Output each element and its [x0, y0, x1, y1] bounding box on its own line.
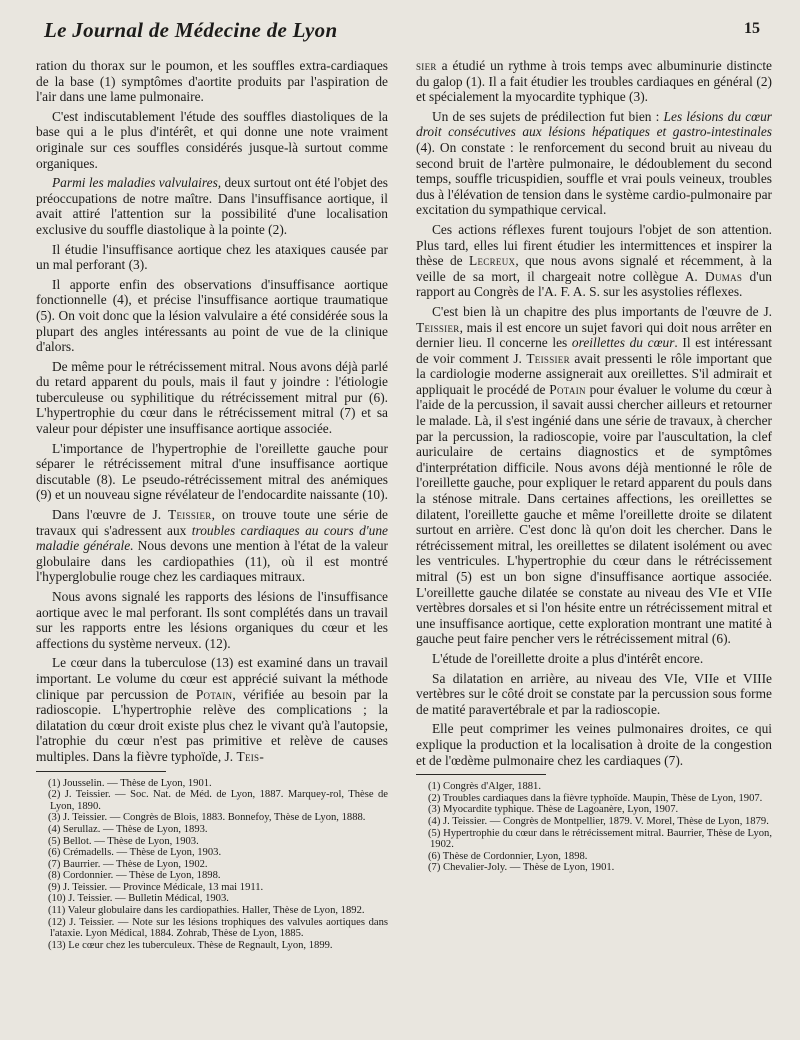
paragraph: C'est indiscutablement l'étude des souffles diastoliques de la base qui a le plus d'intérêt, et qui donne une note vraiment originale sur ces souffles considérés jusque-là surtout comme organiques. [36, 108, 388, 171]
author-name: Teissier [416, 319, 460, 335]
text-run: C'est bien là un chapitre des plus importants de l'œuvre de J. [432, 303, 772, 319]
author-name: Dumas [705, 268, 743, 284]
footnotes [416, 781, 772, 874]
page-number: 15 [744, 20, 760, 37]
footnote: (7) Chevalier-Joly. — Thèse de Lyon, 1901. [428, 862, 615, 874]
text-run: Le cœur dans la tuberculose (13) est examiné dans un travail important. Le volume du cœur est apprécié suivant la méthode clinique par percussion de [36, 655, 388, 702]
paragraph: Elle peut comprimer les veines pulmonaires droites, ce qui explique la production et la localisation à droite de la congestion et de l'œdème pulmonaire chez les cardiaques (7). [416, 721, 772, 768]
footnote: (13) Le cœur chez les tuberculeux. Thèse de Regnault, Lyon, 1899. [48, 939, 333, 951]
author-name: Teissier [167, 507, 212, 523]
footnote: (9) J. Teissier. — Province Médicale, 13 mai 1911. [48, 881, 264, 893]
paragraph [416, 304, 772, 647]
footnote: (1) Congrès d'Alger, 1881. [428, 781, 541, 793]
journal-title: Le Journal de Médecine de Lyon [44, 18, 338, 42]
paragraph [36, 655, 388, 764]
paragraph [416, 222, 772, 300]
author-name: Teis- [236, 748, 265, 764]
paragraph: Il apporte enfin des observations d'insuffisance aortique fonctionnelle (4), et précise l'insuffisance aortique traumatique (5). On voit donc que la lésion valvulaire a été considérée sous la plupart des angles intéressants au point de vue de la clinique d'alors. [36, 276, 388, 355]
text-run: , vérifiée au besoin par la radioscopie. L'hypertrophie relève des complications ; la dilatation du cœur droit existe plus chez le vivant qu'à l'autopsie, l'atrophie du cœur n'est pas primitive et relève de causes multiples. Dans la fièvre typhoïde, J. [36, 686, 388, 764]
footnote: (11) Valeur globulaire dans les cardiopathies. Haller, Thèse de Lyon, 1892. [48, 905, 365, 917]
footnote: (4) J. Teissier. — Congrès de Montpellier, 1879. V. Morel, Thèse de Lyon, 1879. [428, 815, 769, 827]
footnote: (1) Jousselin. — Thèse de Lyon, 1901. [48, 777, 212, 789]
footnote: (6) Thèse de Cordonnier, Lyon, 1898. [428, 850, 588, 862]
text-run: , on trouve toute une série de travaux qui s'adressent aux [36, 507, 388, 538]
paragraph [416, 109, 772, 218]
paragraph: Sa dilatation en arrière, au niveau des VIe, VIIe et VIIIe vertèbres sur le côté droit se constate par la percussion sous forme de matité paravertébrale et par la radioscopie. [416, 670, 772, 717]
author-name: Potain [549, 381, 586, 397]
text-run: a étudié un rythme à trois temps avec albuminurie distincte du galop (1). Il a fait étudier les troubles cardiaques en général (2) et spécialement la myocardite typhique (3). [416, 58, 772, 105]
right-column [416, 58, 772, 874]
paragraph [36, 175, 388, 237]
footnote: (10) J. Teissier. — Bulletin Médical, 1903. [48, 893, 229, 905]
italic-phrase: troubles cardiaques au cours d'une maladie générale. [36, 522, 388, 554]
italic-phrase: oreillettes du cœur [571, 335, 675, 351]
text-run: Dans l'œuvre de J. [52, 507, 162, 523]
author-name: sier [416, 58, 437, 73]
footnote: (7) Baurrier. — Thèse de Lyon, 1902. [48, 858, 208, 870]
paragraph [416, 58, 772, 105]
text-run: . Il est intéressant de voir comment J. [416, 335, 772, 366]
paragraph: ration du thorax sur le poumon, et les souffles extra-cardiaques de la base (1) symptômes d'aortite produits par l'aspiration de l'air dans une lame pulmonaire. [36, 58, 388, 105]
text-run: Ces actions réflexes furent toujours l'objet de son attention. Plus tard, elles lui firent étudier les intermittences et inspirer la thèse de [416, 221, 772, 269]
author-name: Lecreux [469, 253, 516, 269]
left-column [36, 58, 388, 951]
footnote: (4) Serullaz. — Thèse de Lyon, 1893. [48, 823, 208, 835]
footnote-divider [416, 774, 546, 775]
footnote: (3) J. Teissier. — Congrès de Blois, 1883. Bonnefoy, Thèse de Lyon, 1888. [48, 812, 366, 824]
footnote: (3) Myocardite typhique. Thèse de Lagoanère, Lyon, 1907. [428, 804, 679, 816]
footnotes [36, 778, 388, 952]
footnote: (2) J. Teissier. — Soc. Nat. de Méd. de Lyon, 1887. Marquey-rol, Thèse de Lyon, 1890. [48, 789, 388, 812]
paragraph: L'étude de l'oreillette droite a plus d'intérêt encore. [432, 650, 704, 666]
text-run: Un de ses sujets de prédilection fut bien : [432, 108, 660, 124]
footnote: (8) Cordonnier. — Thèse de Lyon, 1898. [48, 870, 221, 882]
page-header [36, 14, 770, 50]
paragraph: L'importance de l'hypertrophie de l'oreillette gauche pour séparer le rétrécissement mitral d'une insuffisance aortique discutable (8). Le pseudo-rétrécissement mitral des anémiques (9) et un nouveau signe révélateur de l'endocardite naissante (10). [36, 440, 388, 503]
italic-phrase: Parmi les maladies valvulaires, [52, 175, 222, 191]
author-name: Teissier [526, 350, 570, 366]
text-run: (4). On constate : le renforcement du second bruit au niveau du second bruit de l'artère pulmonaire, le dédoublement du second temps, souffle tricuspidien, souffle et vrai pouls veineux, troubles dus à l'élévation de tension dans le système cardio-pulmonaire par excitation du sympathique cervical. [416, 139, 772, 218]
text-run: pour évaluer le volume du cœur à l'aide de la percussion, il savait aussi chercher ailleurs et retourner le malade. Là, il s'est ingénié dans une série de travaux, à chercher par la percussion, la radioscopie, voire par l'auscultation, la clef auriculaire de certains diagnostics et de symptômes d'interprétation difficile. Nous avons déjà mentionné le rôle de l'oreillette gauche, pour expliquer le retard apparent du pouls dans la sténose mitrale. Dans certaines affections, les oreillettes se dilatent, l'oreillette gauche et même l'oreillette droite se dilatent surtout en arrière. C'est donc là qu'on doit les chercher. Dans le rétrécissement mitral, les oreillettes se dilatent isolément ou avec les ventricules. L'hypertrophie du cœur dans le rétrécissement mitral (5) est un bon signe d'insuffisance aortique associée. L'oreillette gauche dilatée se constate au niveau des VIe et VIIe vertèbres dorsales et si l'on hésite entre un rétrécissement mitral et une insuffisance aortique, cette exploration montrant une matité à gauche peut faire pencher vers le rétrécissement mitral (6). [416, 381, 772, 647]
paragraph: De même pour le rétrécissement mitral. Nous avons déjà parlé du retard apparent du pouls, mais il faut y joindre : l'étiologie tuberculeuse ou syphilitique du rétrécissement mitral pur (6). L'hypertrophie du cœur dans le rétrécissement mitral (7) et sa valeur pour dépister une insuffisance aortique associée. [36, 358, 388, 437]
paragraph-text: deux surtout ont été l'objet des préoccupations de notre maître. Dans l'insuffisance aortique, il avait attiré l'attention sur la possibilité d'une localisation exclusive du souffle diastolique à la pointe (2). [36, 175, 388, 237]
author-name: Potain [195, 686, 233, 702]
footnote: (2) Troubles cardiaques dans la fièvre typhoïde. Maupin, Thèse de Lyon, 1907. [428, 792, 763, 804]
footnote: (5) Hypertrophie du cœur dans le rétrécissement mitral. Baurrier, Thèse de Lyon, 1902. [428, 827, 772, 851]
paragraph: Nous avons signalé les rapports des lésions de l'insuffisance aortique avec le mal perforant. Ils sont complétés dans un travail sur les rapports entre les lésions organiques du cœur et les affections du système nerveux. (12). [36, 589, 388, 651]
italic-phrase: Les lésions du cœur droit consécutives aux lésions hépatiques et gastro-intestinales [416, 108, 772, 140]
footnote: (12) J. Teissier. — Note sur les lésions trophiques des valvules aortiques dans l'ataxie. Lyon Médical, 1884. Zohrab, Thèse de Lyon, 1885. [48, 916, 388, 940]
footnote: (6) Crémadells. — Thèse de Lyon, 1903. [48, 847, 222, 859]
paragraph [36, 507, 388, 585]
text-run: Nous devons une mention à l'état de la valeur globulaire dans les cardiopathies (11), où il est montré l'hyperglobulie rouge chez les cardiaques mitraux. [36, 538, 389, 585]
text-run: , que nous avons signalé et récemment, à la veille de sa mort, il chargeait notre collègue A. [416, 253, 773, 284]
text-run: avait pressenti le rôle important que la cardiologie moderne assignerait aux oreillettes. S'il admirait et appliquait le procédé de [416, 350, 772, 397]
text-run: d'un rapport au Congrès de l'A. F. A. S. sur les asystolies réflexes. [416, 268, 772, 300]
text-run: , mais il est encore un sujet favori qui doit nous arrêter en dernier lieu. Il concerne les [416, 319, 772, 351]
footnote: (5) Bellot. — Thèse de Lyon, 1903. [48, 835, 199, 847]
paragraph: Il étudie l'insuffisance aortique chez les ataxiques causée par un mal perforant (3). [36, 241, 388, 273]
footnote-divider [36, 771, 166, 772]
